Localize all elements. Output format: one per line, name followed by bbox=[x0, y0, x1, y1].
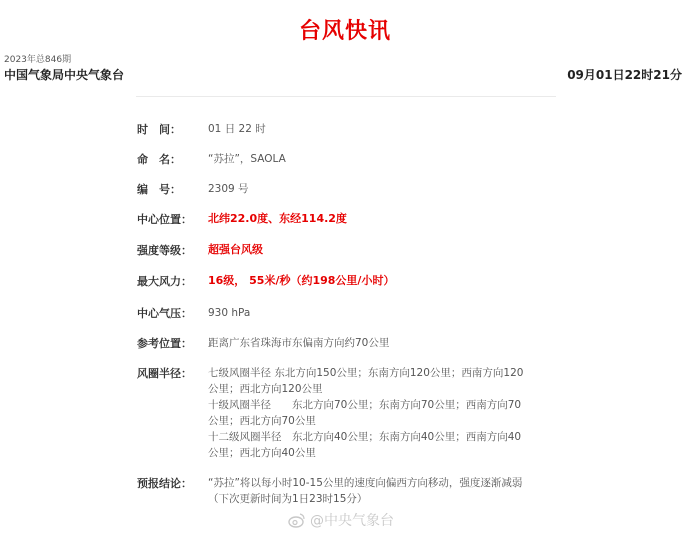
publish-datetime: 09月01日22时21分 bbox=[567, 68, 682, 82]
field-label: 时 间： bbox=[137, 123, 181, 136]
header-divider bbox=[136, 96, 556, 97]
field-label: 风圈半径： bbox=[137, 367, 192, 380]
field-value: 超强台风级 bbox=[208, 243, 263, 256]
field-value: 2309 号 bbox=[208, 183, 249, 195]
field-value: 距离广东省珠海市东偏南方向约70公里 bbox=[208, 337, 390, 349]
radius-line: 公里；西北方向70公里 bbox=[208, 415, 316, 427]
weibo-icon bbox=[288, 512, 306, 528]
radius-line: 十级风圈半径 东北方向70公里；东南方向70公里；西南方向70 bbox=[208, 399, 522, 411]
field-value: 16级， 55米/秒（约198公里/小时） bbox=[208, 274, 395, 287]
weibo-watermark bbox=[288, 510, 394, 530]
field-label: 预报结论： bbox=[137, 477, 192, 490]
organization-name: 中国气象局中央气象台 bbox=[4, 68, 125, 82]
field-label: 中心位置： bbox=[137, 213, 192, 226]
field-value bbox=[208, 475, 553, 507]
forecast-line: （下次更新时间为1日23时15分） bbox=[208, 493, 368, 505]
issue-number: 2023年总846期 bbox=[4, 55, 72, 65]
field-value: 930 hPa bbox=[208, 307, 251, 319]
field-label: 命 名： bbox=[137, 153, 181, 166]
page-title: 台风快讯 bbox=[298, 19, 391, 44]
field-label: 中心气压： bbox=[137, 307, 192, 320]
field-value: 01 日 22 时 bbox=[208, 123, 266, 135]
field-label: 编 号： bbox=[137, 183, 181, 196]
field-label: 强度等级： bbox=[137, 244, 192, 257]
watermark-text: @中央气象台 bbox=[310, 513, 394, 529]
radius-line: 公里；西北方向40公里 bbox=[208, 447, 316, 459]
field-value: 北纬22.0度、东经114.2度 bbox=[208, 212, 347, 225]
field-label: 参考位置： bbox=[137, 337, 192, 350]
field-value bbox=[208, 365, 553, 461]
radius-line: 十二级风圈半径 东北方向40公里；东南方向40公里；西南方向40 bbox=[208, 431, 522, 443]
forecast-line: “苏拉”将以每小时10-15公里的速度向偏西方向移动，强度逐渐减弱 bbox=[208, 477, 523, 489]
radius-line: 七级风圈半径 东北方向150公里；东南方向120公里；西南方向120 bbox=[208, 367, 524, 379]
field-value: “苏拉”，SAOLA bbox=[208, 153, 286, 165]
radius-line: 公里；西北方向120公里 bbox=[208, 383, 323, 395]
field-label: 最大风力： bbox=[137, 275, 192, 288]
